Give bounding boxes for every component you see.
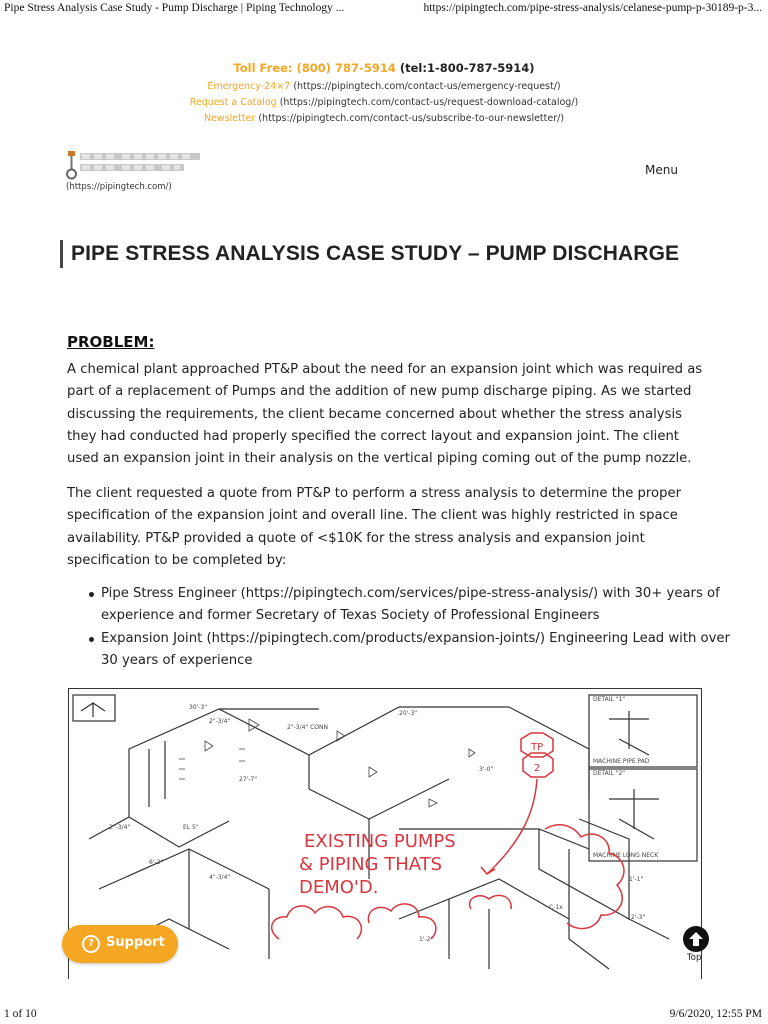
svg-text:4"-3/4": 4"-3/4" (209, 874, 231, 881)
svg-text:MACHINE LONG NECK: MACHINE LONG NECK (593, 852, 659, 859)
back-to-top-label: Top (687, 953, 702, 963)
svg-text:30'-3": 30'-3" (189, 704, 208, 711)
menu-button[interactable]: Menu (645, 163, 678, 177)
svg-text:6'-2": 6'-2" (149, 859, 164, 866)
back-to-top-button[interactable] (683, 926, 709, 952)
support-button[interactable] (62, 925, 178, 963)
question-circle-icon: ? (82, 935, 100, 953)
support-label: Support (106, 935, 165, 950)
drawing-annotation-line-3: DEMO'D. (299, 877, 379, 898)
svg-text:2"-3/4": 2"-3/4" (109, 824, 131, 831)
emergency-link[interactable]: Emergency-24×7 (207, 81, 291, 92)
print-page-title: Pipe Stress Analysis Case Study - Pump Discharge | Piping Technology ... (4, 2, 345, 14)
print-url: https://pipingtech.com/pipe-stress-analysis/celanese-pump-p-30189-p-3... (423, 2, 762, 14)
print-timestamp: 9/6/2020, 12:55 PM (669, 1008, 762, 1020)
svg-text:2'-3": 2'-3" (631, 914, 646, 921)
emergency-line (0, 79, 768, 95)
svg-text:MACHINE PIPE PAD: MACHINE PIPE PAD (593, 758, 650, 765)
print-footer (0, 1006, 768, 1024)
paragraph-1: A chemical plant approached PT&P about the need for an expansion joint which was required as part of a replacement of Pumps and the addition of new pump discharge piping. As we started discussing the requirements, the client became concerned about whether the stress analysis they had conducted had properly specified the correct layout and expansion joint. The client used an expansion joint in their analysis on the vertical piping coming out of the pump nozzle. (67, 362, 703, 467)
paragraph-2: The client requested a quote from PT&P to perform a stress analysis to determine the proper specification of the expansion joint and overall line. The client was highly restricted in space availability. PT&P provided a quote of <$10K for the stress analysis and expansion joint specification to be completed by: (67, 486, 682, 568)
svg-text:DETAIL "2": DETAIL "2" (593, 770, 626, 777)
toll-free-line (0, 60, 768, 76)
list-item-stress-engineer: Pipe Stress Engineer (https://pipingtech.com/services/pipe-stress-analysis/) with 30+ years of experience and former Secretary of Texas Society of Professional Engineers (101, 583, 741, 628)
svg-text:20'-3": 20'-3" (399, 710, 418, 717)
catalog-link[interactable]: Request a Catalog (189, 97, 277, 108)
newsletter-url: (https://pipingtech.com/contact-us/subscribe-to-our-newsletter/) (258, 113, 565, 124)
svg-text:2"-3/4" CONN: 2"-3/4" CONN (287, 724, 328, 731)
svg-text:1'-2": 1'-2" (419, 936, 434, 943)
svg-text:3'-0": 3'-0" (479, 766, 494, 773)
drawing-annotation-line-1: EXISTING PUMPS (304, 831, 456, 852)
svg-text:1'-1": 1'-1" (629, 876, 644, 883)
svg-text:EL 5": EL 5" (183, 824, 199, 831)
tp-tag-label: TP (531, 742, 544, 753)
print-page-count: 1 of 10 (4, 1008, 37, 1020)
catalog-url: (https://pipingtech.com/contact-us/request-download-catalog/) (279, 97, 579, 108)
toll-free-url: (tel:1-800-787-5914) (399, 61, 535, 75)
logo-graphic (66, 150, 208, 180)
emergency-url: (https://pipingtech.com/contact-us/emergency-request/) (293, 81, 561, 92)
title-block (60, 240, 679, 268)
top-contact-bar (0, 60, 768, 127)
company-logo[interactable] (66, 150, 208, 180)
list-item-expansion-joint: Expansion Joint (https://pipingtech.com/products/expansion-joints/) Engineering Lead with over 30 years of experience (101, 628, 741, 673)
print-header (0, 0, 768, 18)
newsletter-link[interactable]: Newsletter (203, 113, 256, 124)
svg-text:DETAIL "1": DETAIL "1" (593, 696, 626, 703)
problem-heading: PROBLEM: (67, 333, 155, 351)
page-title: PIPE STRESS ANALYSIS CASE STUDY – PUMP DISCHARGE (71, 242, 680, 265)
svg-text:C-1x: C-1x (549, 904, 563, 911)
logo-url: (https://pipingtech.com/) (66, 182, 172, 192)
arrow-up-circle-icon (683, 926, 709, 952)
catalog-line (0, 95, 768, 111)
drawing-annotation-line-2: & PIPING THATS (299, 854, 443, 875)
svg-text:2"-3/4": 2"-3/4" (209, 718, 231, 725)
toll-free-link[interactable]: Toll Free: (800) 787-5914 (233, 61, 396, 75)
svg-text:27'-7": 27'-7" (239, 776, 258, 783)
tp-tag-number: 2 (534, 763, 541, 774)
newsletter-line (0, 111, 768, 127)
engineer-list (67, 583, 741, 672)
